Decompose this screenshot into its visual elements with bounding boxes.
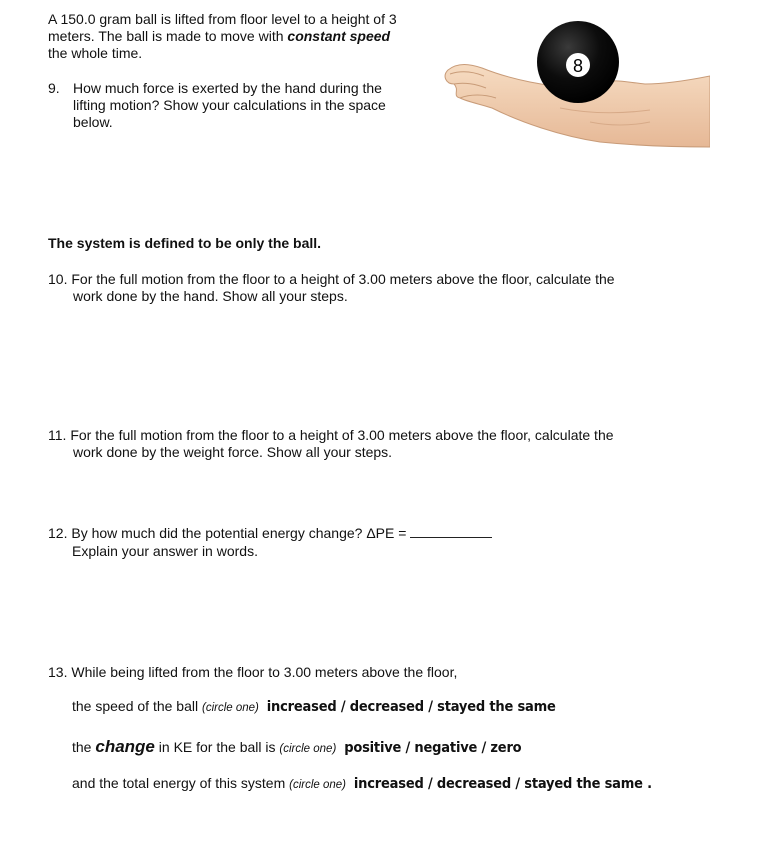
question-11-line-2: work done by the weight force. Show all your steps.: [73, 444, 393, 460]
intro-line-2: [48, 28, 397, 45]
ball-number: 8: [572, 56, 584, 76]
q9-line-3: below.: [73, 114, 113, 130]
question-11-line-1: [48, 427, 614, 444]
question-12-line-1: [48, 525, 492, 542]
q10-text: For the full motion from the floor to a height of 3.00 meters above the floor, calculate the: [71, 271, 615, 287]
ke-prompt-end: in KE for the ball is: [154, 739, 280, 755]
speed-prompt: the speed of the ball: [72, 698, 202, 714]
circle-one-note: (circle one): [279, 743, 337, 755]
change-emphasis: change: [95, 737, 155, 756]
system-definition: The system is defined to be only the ball.: [48, 235, 322, 251]
q9-line-1: How much force is exerted by the hand during the: [73, 80, 382, 96]
q10-number: 10.: [48, 271, 68, 287]
speed-options[interactable]: increased / decreased / stayed the same: [266, 699, 556, 715]
question-13-line-1: [48, 664, 457, 681]
q13-ke-line: [72, 738, 521, 758]
question-9-text: [73, 80, 386, 131]
circle-one-note: (circle one): [202, 702, 259, 714]
q13-number: 13.: [48, 664, 68, 680]
q11-text: For the full motion from the floor to a height of 3.00 meters above the floor, calculate the: [70, 427, 614, 443]
intro-line-1: A 150.0 gram ball is lifted from floor level to a height of 3: [48, 11, 397, 27]
delta-pe-answer-blank[interactable]: [410, 525, 492, 538]
eight-ball-icon: [537, 21, 619, 103]
q12-text: By how much did the potential energy change? ΔPE =: [71, 525, 411, 541]
question-12-line-2: Explain your answer in words.: [72, 543, 258, 559]
intro-paragraph: [48, 11, 397, 62]
total-energy-options[interactable]: increased / decreased / stayed the same .: [353, 776, 652, 792]
question-10-line-1: [48, 271, 615, 288]
question-9-number: 9.: [48, 80, 60, 96]
ke-prompt-start: the: [72, 739, 96, 755]
circle-one-note: (circle one): [289, 779, 347, 791]
q12-number: 12.: [48, 525, 68, 541]
q13-text: While being lifted from the floor to 3.00 meters above the floor,: [71, 664, 458, 680]
q13-speed-line: [72, 698, 556, 717]
hand-with-ball-illustration: [440, 18, 710, 153]
intro-text: meters. The ball is made to move with: [48, 28, 288, 44]
q9-line-2: lifting motion? Show your calculations in the space: [73, 97, 386, 113]
question-10-line-2: work done by the hand. Show all your steps.: [73, 288, 348, 304]
q13-total-energy-line: [72, 775, 652, 794]
constant-speed-emphasis: constant speed: [287, 28, 391, 44]
q11-number: 11.: [48, 427, 67, 443]
total-energy-prompt: and the total energy of this system: [72, 775, 290, 791]
ke-options[interactable]: positive / negative / zero: [344, 740, 522, 756]
intro-line-3: the whole time.: [48, 45, 143, 61]
